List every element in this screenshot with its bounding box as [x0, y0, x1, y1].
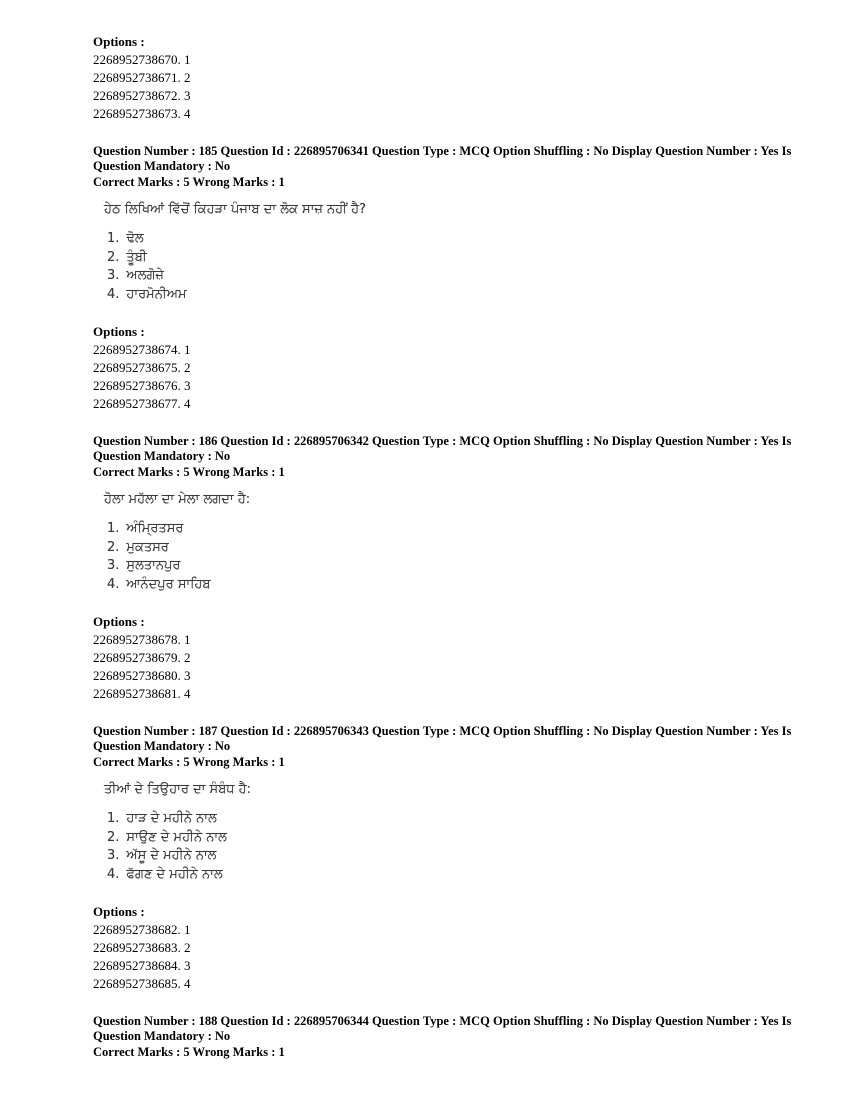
option-id: 2268952738674. 1: [93, 342, 191, 357]
question-header-line: Question Number : 188 Question Id : 226895706344 Question Type : MCQ Option Shuffling : No Display Question Number : Yes Is: [93, 1014, 792, 1028]
choice-number: 2.: [107, 249, 120, 265]
question-header-line: Question Mandatory : No: [93, 449, 231, 463]
option-id: 2268952738670. 1: [93, 52, 191, 67]
question-marks: Correct Marks : 5 Wrong Marks : 1: [93, 1045, 285, 1059]
option-id: 2268952738671. 2: [93, 70, 191, 85]
choice-list: [93, 230, 770, 304]
choice-text: ਸਾਉਣ ਦੇ ਮਹੀਨੇ ਨਾਲ: [126, 829, 227, 845]
choice-text: ਢੋਲ: [126, 231, 144, 246]
question-header-line: Question Number : 185 Question Id : 226895706341 Question Type : MCQ Option Shuffling : No Display Question Number : Yes Is: [93, 144, 792, 158]
choice-text: ਹਾੜ ਦੇ ਮਹੀਨੇ ਨਾਲ: [126, 811, 217, 826]
question-block-187: [93, 724, 792, 993]
question-block-186: [93, 434, 792, 703]
question-header-line: Question Mandatory : No: [93, 1029, 231, 1043]
choice-number: 3.: [107, 558, 120, 573]
options-label: Options :: [93, 904, 145, 919]
options-label: Options :: [93, 324, 145, 339]
question-marks: Correct Marks : 5 Wrong Marks : 1: [93, 465, 285, 479]
option-id: 2268952738683. 2: [93, 940, 191, 955]
option-id: 2268952738676. 3: [93, 378, 191, 393]
choice-number: 3.: [107, 848, 120, 863]
choice: [107, 866, 770, 885]
choice-text: ਹਾਰਮੋਨੀਅਮ: [126, 286, 187, 302]
choice: [107, 557, 770, 576]
choice: [107, 520, 770, 539]
choice-text: ਸੁਲਤਾਨਪੁਰ: [126, 558, 181, 573]
option-id: 2268952738673. 4: [93, 106, 191, 121]
choice-number: 1.: [107, 231, 120, 246]
choice-number: 4.: [107, 866, 120, 882]
option-id: 2268952738672. 3: [93, 88, 191, 103]
choice-list: [93, 810, 770, 884]
choice: [107, 267, 770, 286]
question-text: ਹੋਲਾ ਮਹੱਲਾ ਦਾ ਮੇਲਾ ਲਗਦਾ ਹੈ:: [104, 492, 251, 507]
question-header-line: Question Number : 187 Question Id : 226895706343 Question Type : MCQ Option Shuffling : No Display Question Number : Yes Is: [93, 724, 792, 738]
choice-text: ਮੁਕਤਸਰ: [126, 539, 169, 555]
question-text: ਤੀਆਂ ਦੇ ਤਿਉਹਾਰ ਦਾ ਸੰਬੰਧ ਹੈ:: [104, 782, 251, 797]
question-text: ਹੇਠ ਲਿਖਿਆਂ ਵਿੱਚੋਂ ਕਿਹੜਾ ਪੰਜਾਬ ਦਾ ਲੋਕ ਸਾਜ਼ ਨਹੀਂ ਹੈ?: [104, 202, 367, 217]
choice-text: ਆਨੰਦਪੁਰ ਸਾਹਿਬ: [126, 576, 211, 592]
choice: [107, 829, 770, 848]
choice-number: 4.: [107, 576, 120, 592]
choice-number: 4.: [107, 286, 120, 302]
option-id: 2268952738677. 4: [93, 396, 191, 411]
choice: [107, 286, 770, 305]
choice-text: ਤੂੰਬੀ: [126, 249, 147, 265]
question-block-188: [93, 1014, 792, 1060]
choice-number: 3.: [107, 268, 120, 283]
choice-number: 2.: [107, 829, 120, 845]
choice: [107, 230, 770, 249]
question-marks: Correct Marks : 5 Wrong Marks : 1: [93, 175, 285, 189]
option-id: 2268952738678. 1: [93, 632, 191, 647]
choice-text: ਅਲਗੋਜ਼ੇ: [126, 268, 164, 283]
choice-text: ਅੱਸੂ ਦੇ ਮਹੀਨੇ ਨਾਲ: [126, 848, 217, 863]
choice-number: 1.: [107, 521, 120, 536]
choice: [107, 847, 770, 866]
options-block-previous-question: [93, 33, 770, 123]
choice: [107, 249, 770, 268]
question-header-line: Question Mandatory : No: [93, 739, 231, 753]
choice: [107, 576, 770, 595]
option-id: 2268952738681. 4: [93, 686, 191, 701]
question-header-line: Question Number : 186 Question Id : 226895706342 Question Type : MCQ Option Shuffling : No Display Question Number : Yes Is: [93, 434, 792, 448]
choice: [107, 810, 770, 829]
question-block-185: [93, 144, 792, 413]
choice: [107, 539, 770, 558]
choice-text: ਫੱਗਣ ਦੇ ਮਹੀਨੇ ਨਾਲ: [126, 866, 223, 882]
choice-number: 1.: [107, 811, 120, 826]
choice-number: 2.: [107, 539, 120, 555]
option-id: 2268952738685. 4: [93, 976, 191, 991]
options-label: Options :: [93, 614, 145, 629]
choice-text: ਅੰਮ੍ਰਿਤਸਰ: [126, 521, 184, 536]
question-marks: Correct Marks : 5 Wrong Marks : 1: [93, 755, 285, 769]
question-header-line: Question Mandatory : No: [93, 159, 231, 173]
option-id: 2268952738675. 2: [93, 360, 191, 375]
option-id: 2268952738680. 3: [93, 668, 191, 683]
choice-list: [93, 520, 770, 594]
option-id: 2268952738682. 1: [93, 922, 191, 937]
option-id: 2268952738684. 3: [93, 958, 191, 973]
option-id: 2268952738679. 2: [93, 650, 191, 665]
options-label: Options :: [93, 34, 145, 49]
